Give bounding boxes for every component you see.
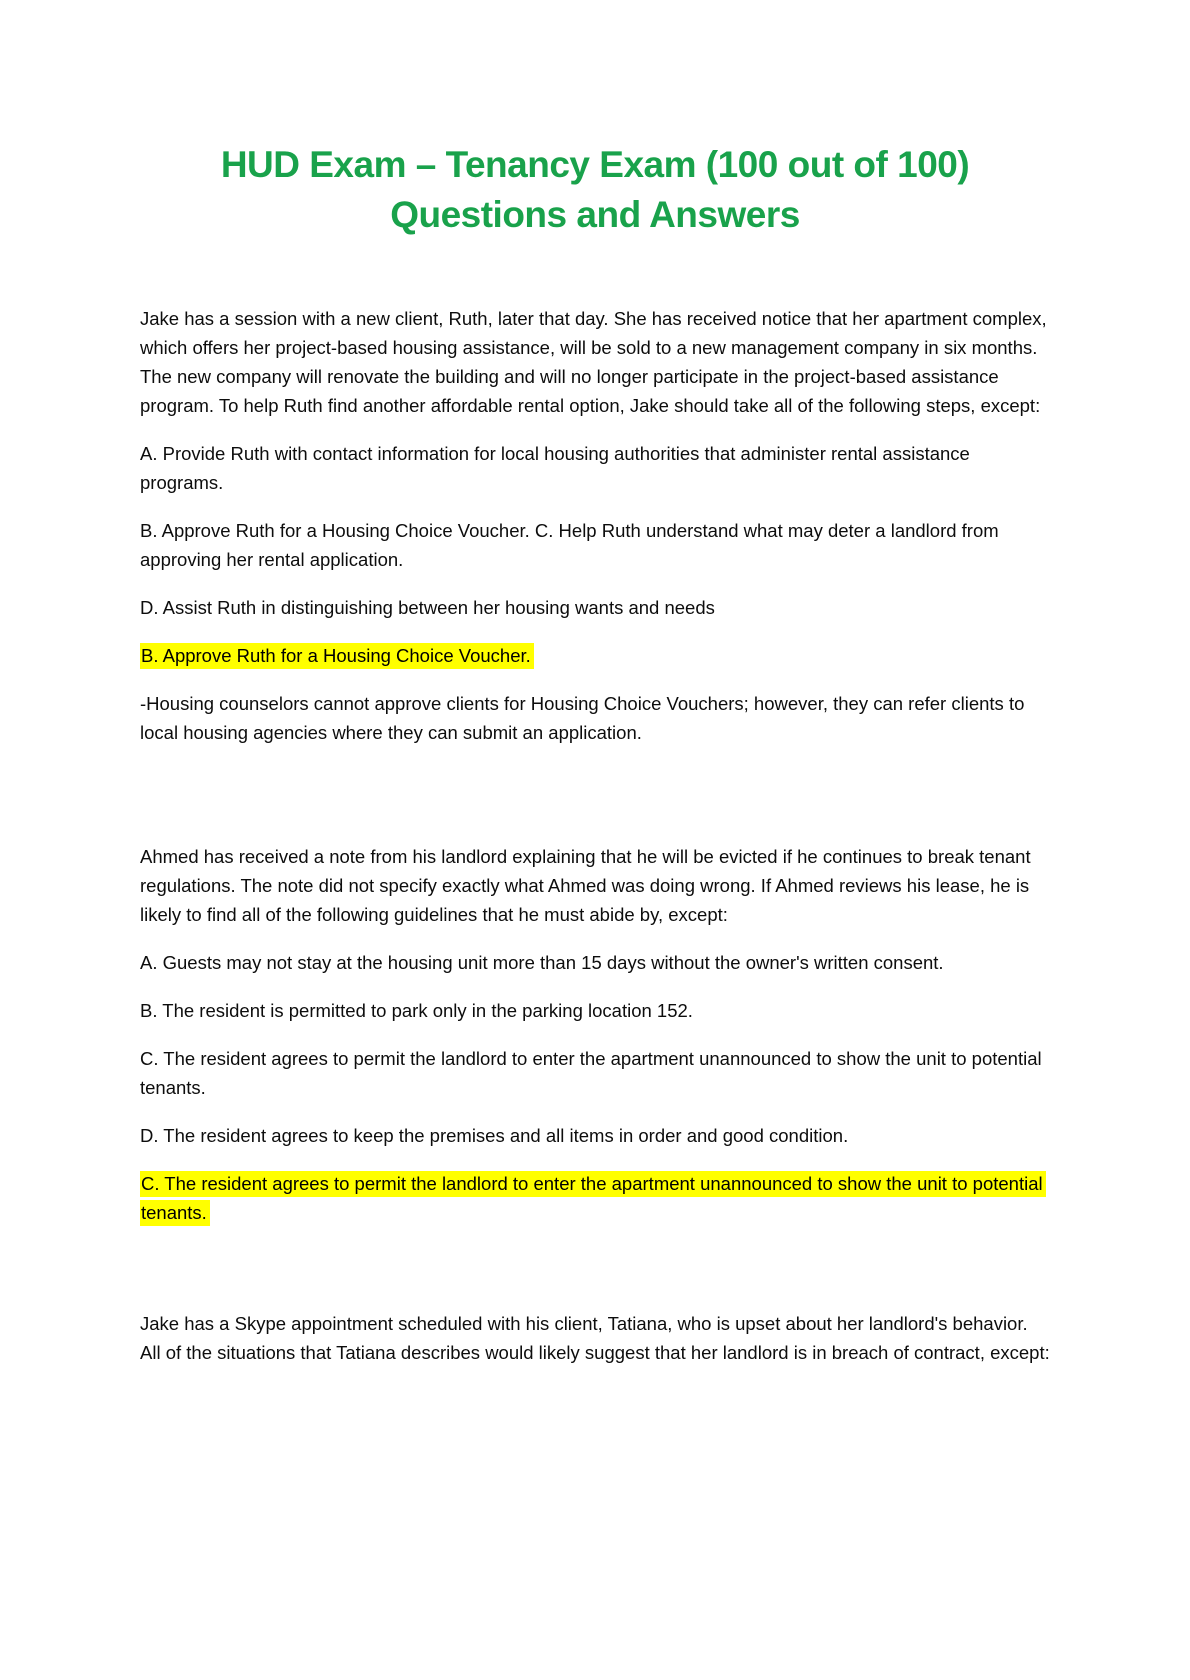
question-3-text: Jake has a Skype appointment scheduled with his client, Tatiana, who is upset about her landlord's behavior. All of the situations that Tatiana describes would likely suggest that her landlord is in breach of contract, except: [140,1313,1050,1363]
question-2-answer [140,1169,1052,1227]
question-2-option-d: D. The resident agrees to keep the premises and all items in order and good condition. [140,1125,849,1146]
title-line-1: HUD Exam – Tenancy Exam (100 out of 100) [220,144,970,185]
question-1-option-d: D. Assist Ruth in distinguishing between her housing wants and needs [140,597,715,618]
question-1-option-a: A. Provide Ruth with contact information for local housing authorities that administer rental assistance programs. [140,443,970,493]
question-2-option-a: A. Guests may not stay at the housing unit more than 15 days without the owner's written consent. [140,952,944,973]
title-line-2: Questions and Answers [390,194,800,235]
question-2-text: Ahmed has received a note from his landlord explaining that he will be evicted if he continues to break tenant regulations. The note did not specify exactly what Ahmed was doing wrong. If Ahmed reviews his lease, he is likely to find all of the following guidelines that he must abide by, except: [140,846,1031,925]
question-2-answer-highlight: C. The resident agrees to permit the landlord to enter the apartment unannounced to show the unit to potential tenants. [140,1171,1046,1226]
question-2-option-b: B. The resident is permitted to park only in the parking location 152. [140,1000,693,1021]
document-content [140,304,1052,1367]
question-1-option-bc: B. Approve Ruth for a Housing Choice Voucher. C. Help Ruth understand what may deter a landlord from approving her rental application. [140,520,999,570]
document-title [140,140,1050,240]
question-2-option-c: C. The resident agrees to permit the landlord to enter the apartment unannounced to show the unit to potential tenants. [140,1048,1042,1098]
question-1-explanation: -Housing counselors cannot approve clients for Housing Choice Vouchers; however, they can refer clients to local housing agencies where they can submit an application. [140,693,1025,743]
question-1-answer-highlight: B. Approve Ruth for a Housing Choice Voucher. [140,643,534,669]
question-1-answer [140,641,1052,670]
question-1-text: Jake has a session with a new client, Ruth, later that day. She has received notice that her apartment complex, which offers her project-based housing assistance, will be sold to a new management company in six months. The new company will renovate the building and will no longer participate in the project-based assistance program. To help Ruth find another affordable rental option, Jake should take all of the following steps, except: [140,308,1047,416]
document-page [0,140,1190,1680]
